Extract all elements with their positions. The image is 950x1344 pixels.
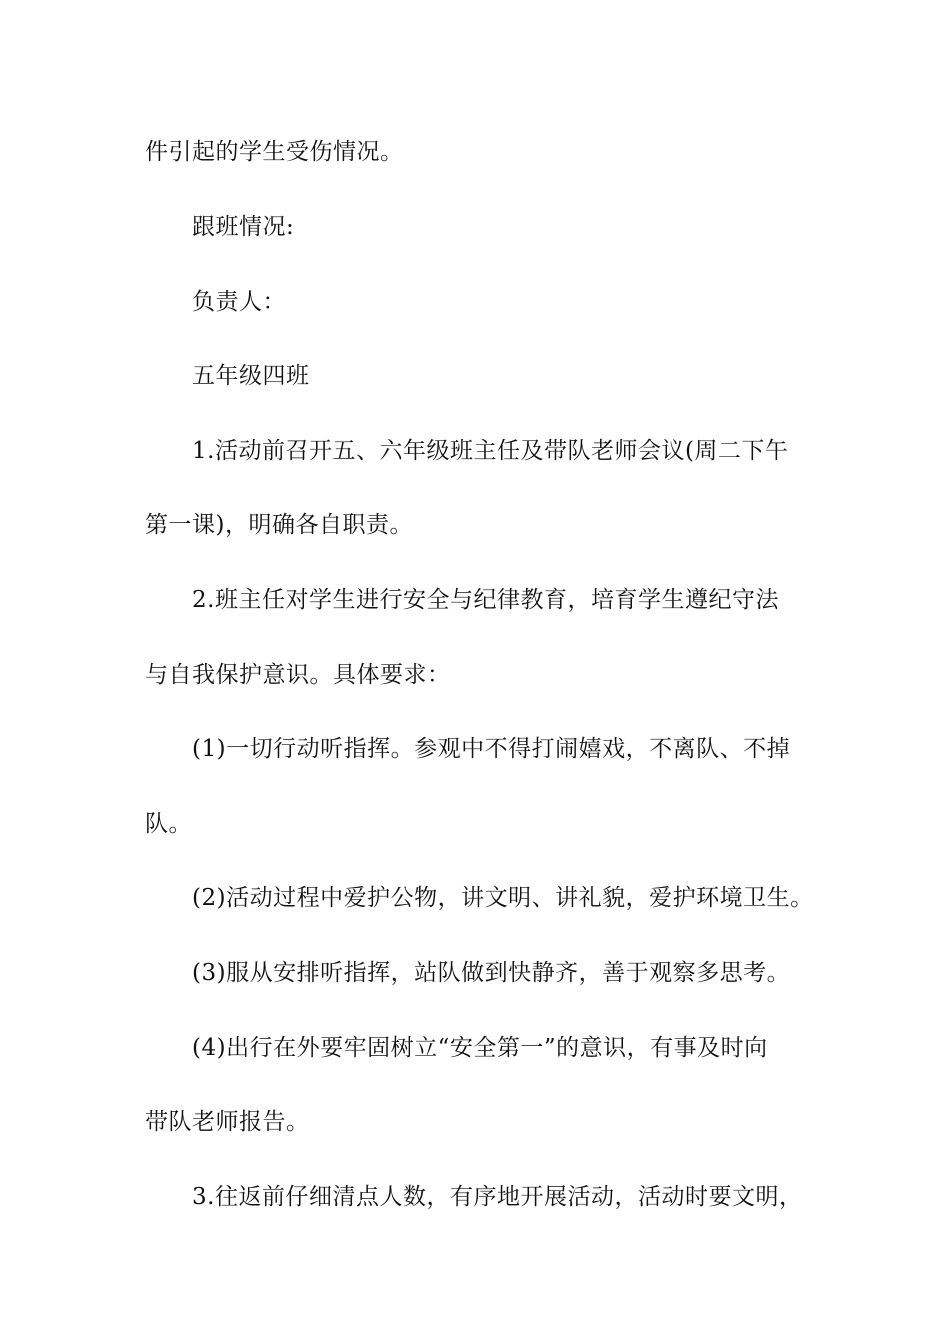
paragraph-line: 2.班主任对学生进行安全与纪律教育，培育学生遵纪守法 xyxy=(192,587,779,613)
paragraph-line: 跟班情况: xyxy=(192,214,295,240)
paragraph-line: 第一课)，明确各自职责。 xyxy=(145,512,413,538)
paragraph-line: (3)服从安排听指挥，站队做到快静齐，善于观察多思考。 xyxy=(192,960,791,986)
paragraph-line: 1.活动前召开五、六年级班主任及带队老师会议(周二下午 xyxy=(192,438,789,464)
paragraph-line: 五年级四班 xyxy=(192,363,310,389)
paragraph-line: (2)活动过程中爱护公物，讲文明、讲礼貌，爱护环境卫生。 xyxy=(192,885,814,911)
paragraph-line: 带队老师报告。 xyxy=(145,1109,310,1135)
paragraph-line: 队。 xyxy=(145,811,192,837)
paragraph-line: 3.往返前仔细清点人数，有序地开展活动，活动时要文明， xyxy=(192,1184,803,1210)
paragraph-line: (1)一切行动听指挥。参观中不得打闹嬉戏，不离队、不掉 xyxy=(192,736,791,762)
paragraph-line: 与自我保护意识。具体要求： xyxy=(145,662,451,688)
paragraph-line: 件引起的学生受伤情况。 xyxy=(145,139,404,165)
paragraph-line: 负责人： xyxy=(192,289,286,315)
paragraph-line: (4)出行在外要牢固树立“安全第一”的意识，有事及时向 xyxy=(192,1035,768,1061)
